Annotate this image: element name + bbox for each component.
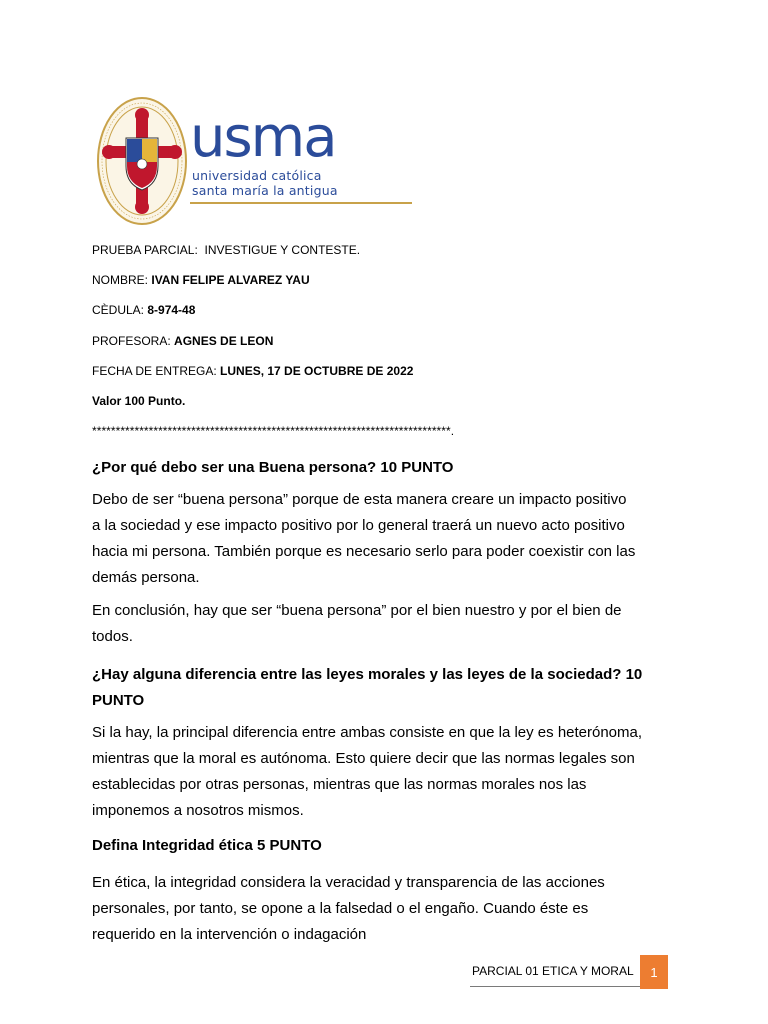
university-seal-icon	[96, 96, 188, 226]
answer-line: mientras que la moral es autónoma. Esto quiere decir que las normas legales son	[92, 750, 635, 767]
brand-subtitle-2: santa maría la antigua	[192, 183, 338, 198]
fecha-label: FECHA DE ENTREGA:	[92, 364, 217, 378]
question-line: PUNTO	[92, 692, 145, 709]
answer-line: En ética, la integridad considera la veracidad y transparencia de las acciones	[92, 874, 605, 891]
cedula-label: CÈDULA:	[92, 303, 145, 317]
question-line: ¿Hay alguna diferencia entre las leyes morales y las leyes de la sociedad? 10	[92, 666, 643, 683]
header-fecha	[92, 364, 413, 378]
profesora-label: PROFESORA:	[92, 334, 171, 348]
answer-line: a la sociedad y ese impacto positivo por lo general traerá un nuevo acto positivo	[92, 517, 625, 534]
fecha-value: LUNES, 17 DE OCTUBRE DE 2022	[220, 364, 414, 378]
header-nombre	[92, 273, 310, 287]
prueba-label: PRUEBA PARCIAL:	[92, 243, 198, 257]
answer-line: hacia mi persona. También porque es necesario serlo para poder coexistir con las	[92, 543, 636, 560]
separator-line: ****************************************************************************.	[92, 424, 455, 438]
brand-name: usma	[190, 105, 336, 170]
answer-line: En conclusión, hay que ser “buena persona” por el bien nuestro y por el bien de	[92, 602, 622, 619]
cedula-value: 8-974-48	[147, 303, 196, 317]
answer-line: Si la hay, la principal diferencia entre ambas consiste en que la ley es heterónoma,	[92, 724, 643, 741]
answer-line: requerido en la intervención o indagación	[92, 926, 367, 943]
brand-subtitle-1: universidad católica	[192, 168, 322, 183]
footer-rule	[470, 986, 640, 987]
question-3: Defina Integridad ética 5 PUNTO	[92, 837, 322, 854]
answer-line: establecidas por otras personas, mientras que las normas morales nos las	[92, 776, 587, 793]
answer-1-paragraph-2	[92, 598, 668, 650]
university-logo	[96, 96, 338, 228]
page-number-badge: 1	[640, 955, 668, 989]
header-cedula	[92, 303, 195, 317]
profesora-value: AGNES DE LEON	[174, 334, 274, 348]
question-2	[92, 662, 668, 714]
answer-line: Debo de ser “buena persona” porque de esta manera creare un impacto positivo	[92, 491, 627, 508]
footer-title: PARCIAL 01 ETICA Y MORAL	[472, 964, 634, 978]
answer-line: todos.	[92, 628, 133, 645]
university-wordmark	[190, 105, 420, 214]
header-valor	[92, 394, 185, 408]
header-prueba	[92, 243, 360, 257]
answer-3	[92, 870, 668, 948]
answer-1-paragraph-1	[92, 487, 668, 591]
answer-line: demás persona.	[92, 569, 200, 586]
answer-2	[92, 720, 668, 824]
prueba-value: INVESTIGUE Y CONTESTE.	[204, 243, 361, 257]
question-1: ¿Por qué debo ser una Buena persona? 10 PUNTO	[92, 459, 454, 476]
nombre-label: NOMBRE:	[92, 273, 149, 287]
header-profesora	[92, 334, 273, 348]
brand-underline	[190, 202, 412, 204]
nombre-value: IVAN FELIPE ALVAREZ YAU	[151, 273, 310, 287]
answer-line: personales, por tanto, se opone a la falsedad o el engaño. Cuando éste es	[92, 900, 589, 917]
answer-line: imponemos a nosotros mismos.	[92, 802, 304, 819]
valor-text: Valor 100 Punto.	[92, 394, 186, 408]
